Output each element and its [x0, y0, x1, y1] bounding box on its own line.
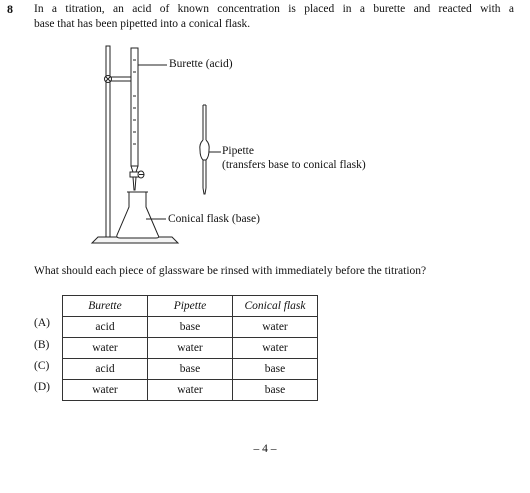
cell-b-burette: water: [63, 338, 148, 359]
question-number: 8: [7, 2, 13, 16]
header-conical-flask: Conical flask: [233, 296, 318, 317]
cell-d-burette: water: [63, 380, 148, 401]
header-burette: Burette: [63, 296, 148, 317]
cell-c-flask: base: [233, 359, 318, 380]
pipette-bulb: [200, 140, 209, 160]
option-a-letter: (A): [34, 317, 50, 329]
table-header-row: [63, 296, 318, 317]
cell-c-burette: acid: [63, 359, 148, 380]
flask-label: Conical flask (base): [168, 213, 260, 225]
option-c-letter: (C): [34, 360, 50, 372]
cell-a-burette: acid: [63, 317, 148, 338]
answer-options-table: [62, 295, 318, 401]
option-d-letter: (D): [34, 381, 50, 393]
stem-line-2: base that has been pipetted into a conical flask.: [34, 18, 251, 30]
conical-flask: [117, 192, 159, 238]
option-b-letter: (B): [34, 339, 50, 351]
header-pipette: Pipette: [148, 296, 233, 317]
burette-label: Burette (acid): [169, 58, 233, 70]
cell-d-flask: base: [233, 380, 318, 401]
table-row-c: [63, 359, 318, 380]
page-number: – 4 –: [253, 443, 277, 455]
cell-a-pipette: base: [148, 317, 233, 338]
cell-c-pipette: base: [148, 359, 233, 380]
cell-d-pipette: water: [148, 380, 233, 401]
pipette-label: Pipette: [222, 145, 254, 157]
table-row-d: [63, 380, 318, 401]
table-row-a: [63, 317, 318, 338]
question-prompt: What should each piece of glassware be rinsed with immediately before the titration?: [34, 265, 427, 277]
pipette-description: (transfers base to conical flask): [222, 159, 366, 171]
cell-b-pipette: water: [148, 338, 233, 359]
burette-tube: [131, 48, 138, 166]
stem-line-1: In a titration, an acid of known concentration is placed in a burette and reacted with a: [34, 3, 514, 15]
cell-b-flask: water: [233, 338, 318, 359]
burette-tip: [131, 166, 138, 172]
retort-rod: [106, 46, 110, 237]
cell-a-flask: water: [233, 317, 318, 338]
table-row-b: [63, 338, 318, 359]
